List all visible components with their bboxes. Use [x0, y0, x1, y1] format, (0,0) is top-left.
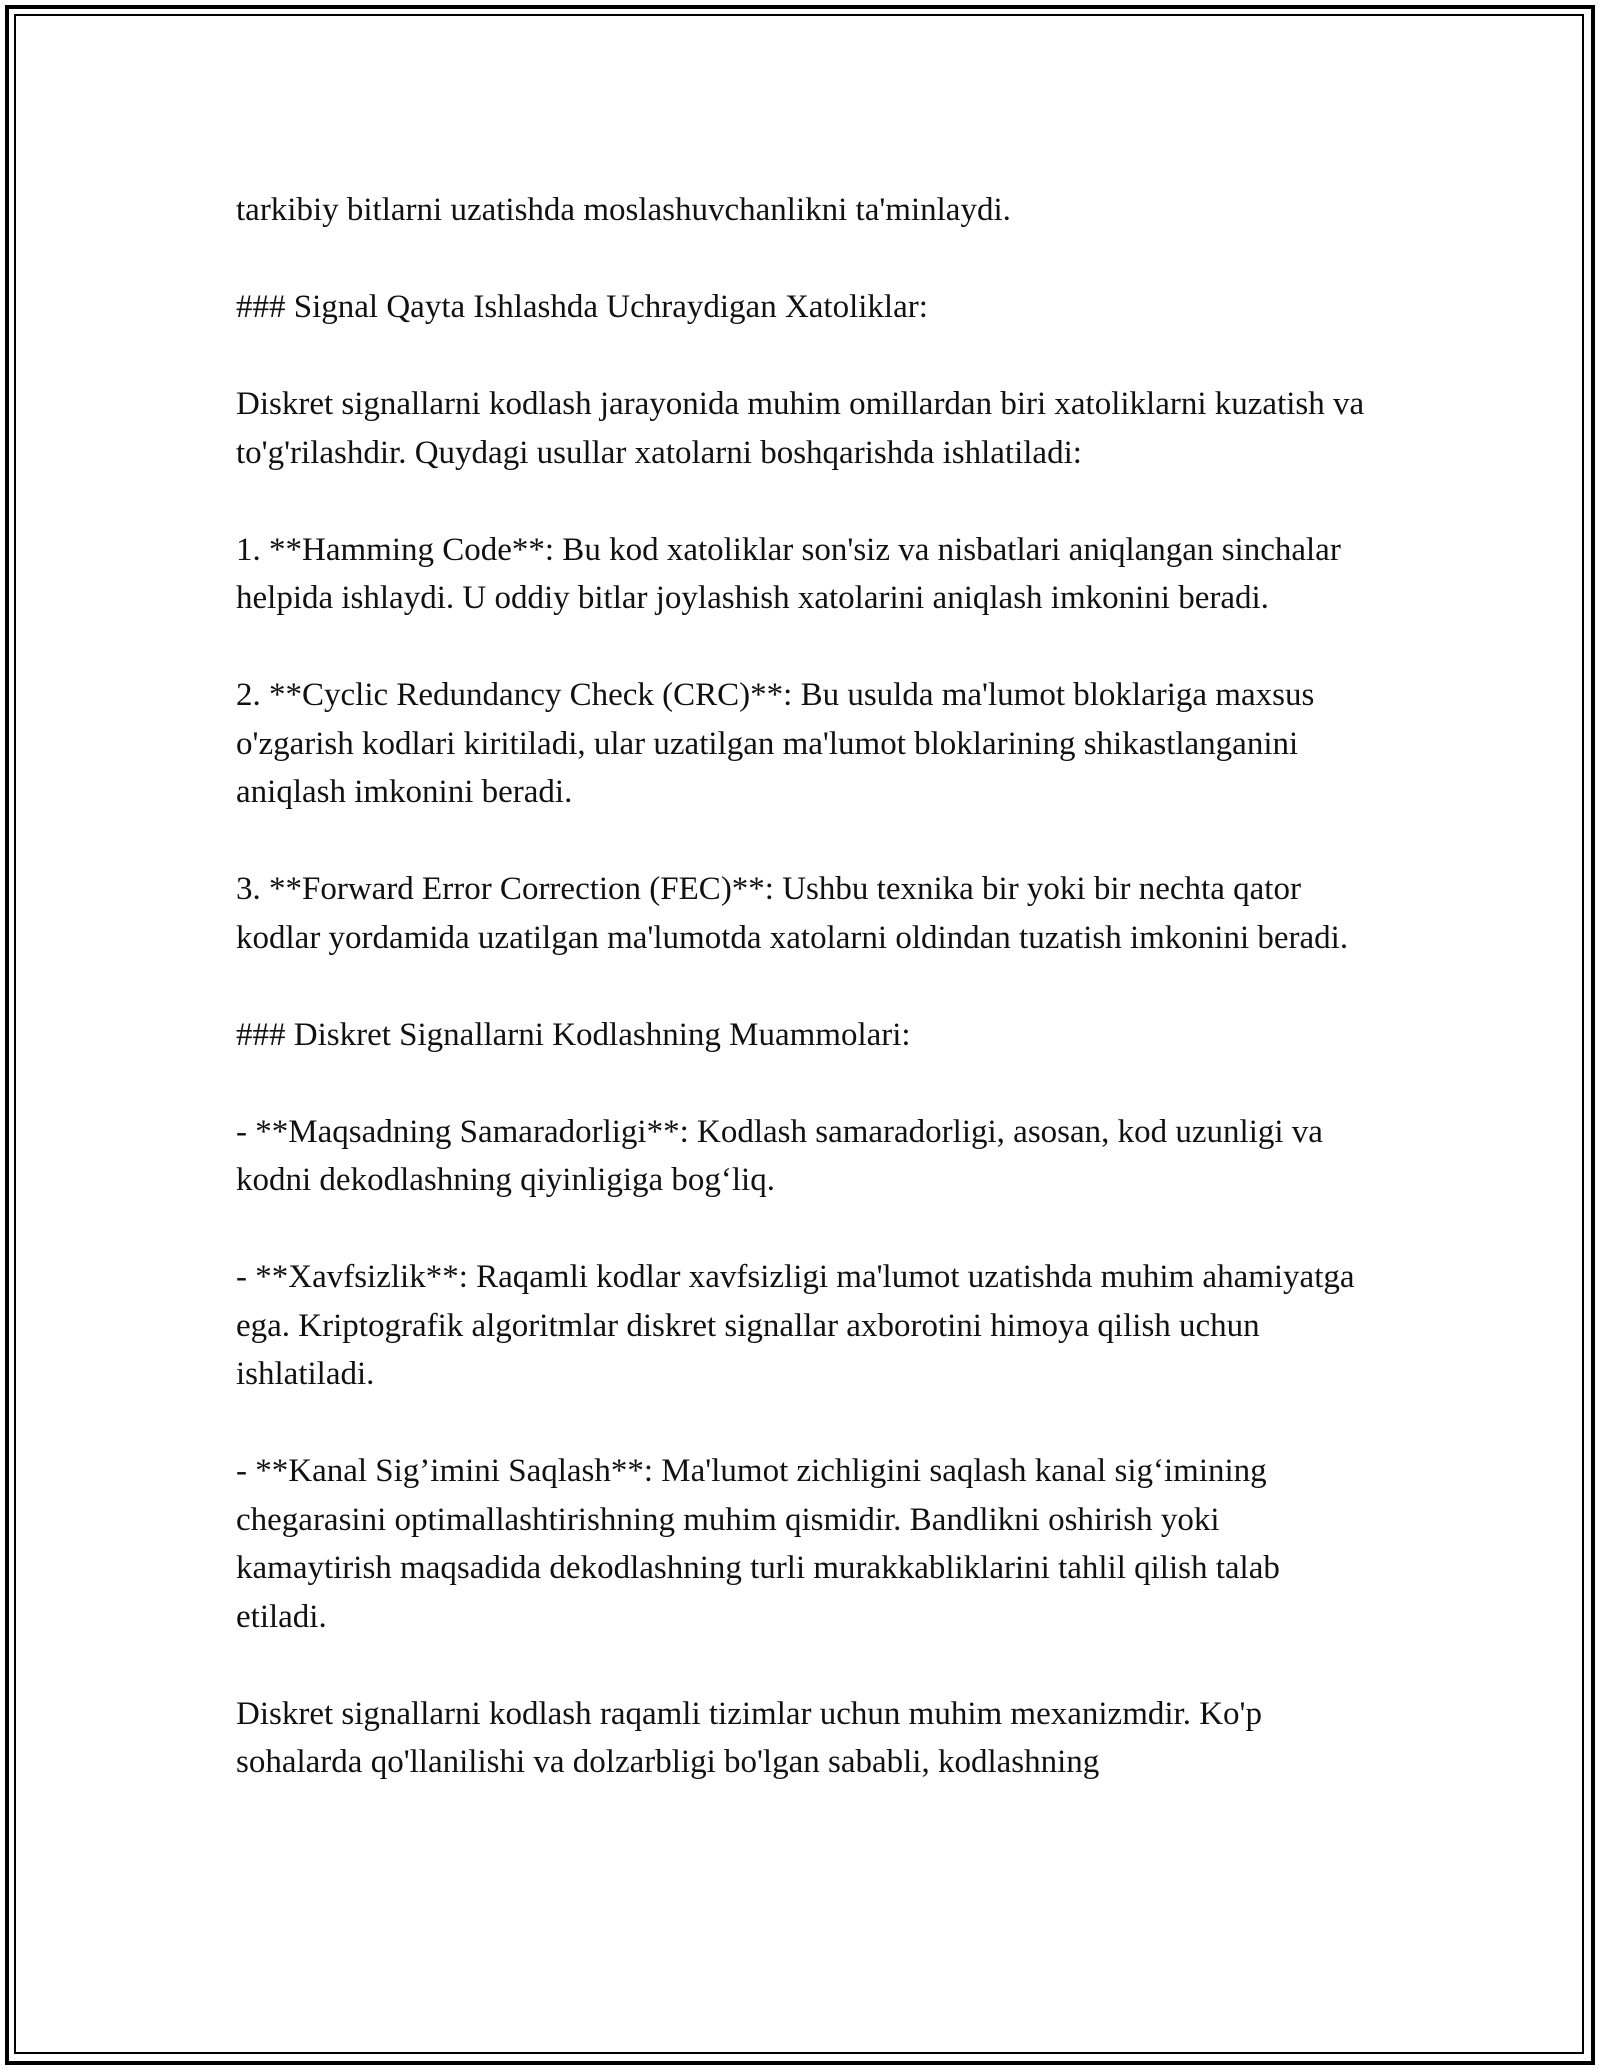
paragraph-conclusion: Diskret signallarni kodlash raqamli tizimlar uchun muhim mexanizmdir. Ko'p sohalarda qo'llanilishi va dolzarbligi bo'lgan sababli, kodlashning: [236, 1695, 1262, 1780]
list-item-fec: 3. **Forward Error Correction (FEC)**: Ushbu texnika bir yoki bir nechta qator kodlar yordamida uzatilgan ma'lumotda xatolarni oldindan tuzatish imkonini beradi.: [236, 871, 1349, 956]
heading-signal-errors: ### Signal Qayta Ishlashda Uchraydigan Xatoliklar:: [236, 289, 928, 325]
bullet-security: - **Xavfsizlik**: Raqamli kodlar xavfsizligi ma'lumot uzatishda muhim ahamiyatga ega. Kriptografik algoritmlar diskret signallar axborotini himoya qilish uchun ishlatiladi.: [236, 1259, 1355, 1392]
heading-coding-problems: ### Diskret Signallarni Kodlashning Muammolari:: [236, 1016, 911, 1053]
list-item-crc: 2. **Cyclic Redundancy Check (CRC)**: Bu usulda ma'lumot bloklariga maxsus o'zgarish kodlari kiritiladi, ular uzatilgan ma'lumot bloklarining shikastlanganini aniqlash imkonini beradi.: [236, 677, 1315, 810]
bullet-efficiency: - **Maqsadning Samaradorligi**: Kodlash samaradorligi, asosan, kod uzunligi va kodni dekodlashning qiyinligiga bog‘liq.: [236, 1113, 1323, 1198]
document-body: [236, 186, 1376, 1787]
paragraph-error-tracking: Diskret signallarni kodlash jarayonida muhim omillardan biri xatoliklarni kuzatish va to'g'rilashdir. Quydagi usullar xatolarni boshqarishda ishlatiladi:: [236, 386, 1365, 471]
paragraph-intro-continuation: tarkibiy bitlarni uzatishda moslashuvchanlikni ta'minlaydi.: [236, 192, 1011, 228]
bullet-channel-capacity: - **Kanal Sig’imini Saqlash**: Ma'lumot zichligini saqlash kanal sig‘imining chegarasini optimallashtirishning muhim qismidir. Bandlikni oshirish yoki kamaytirish maqsadida dekodlashning turli murakkabliklarini tahlil qilish talab etiladi.: [236, 1453, 1280, 1635]
list-item-hamming-code: 1. **Hamming Code**: Bu kod xatoliklar son'siz va nisbatlari aniqlangan sinchalar helpida ishlaydi. U oddiy bitlar joylashish xatolarini aniqlash imkonini beradi.: [236, 531, 1341, 616]
